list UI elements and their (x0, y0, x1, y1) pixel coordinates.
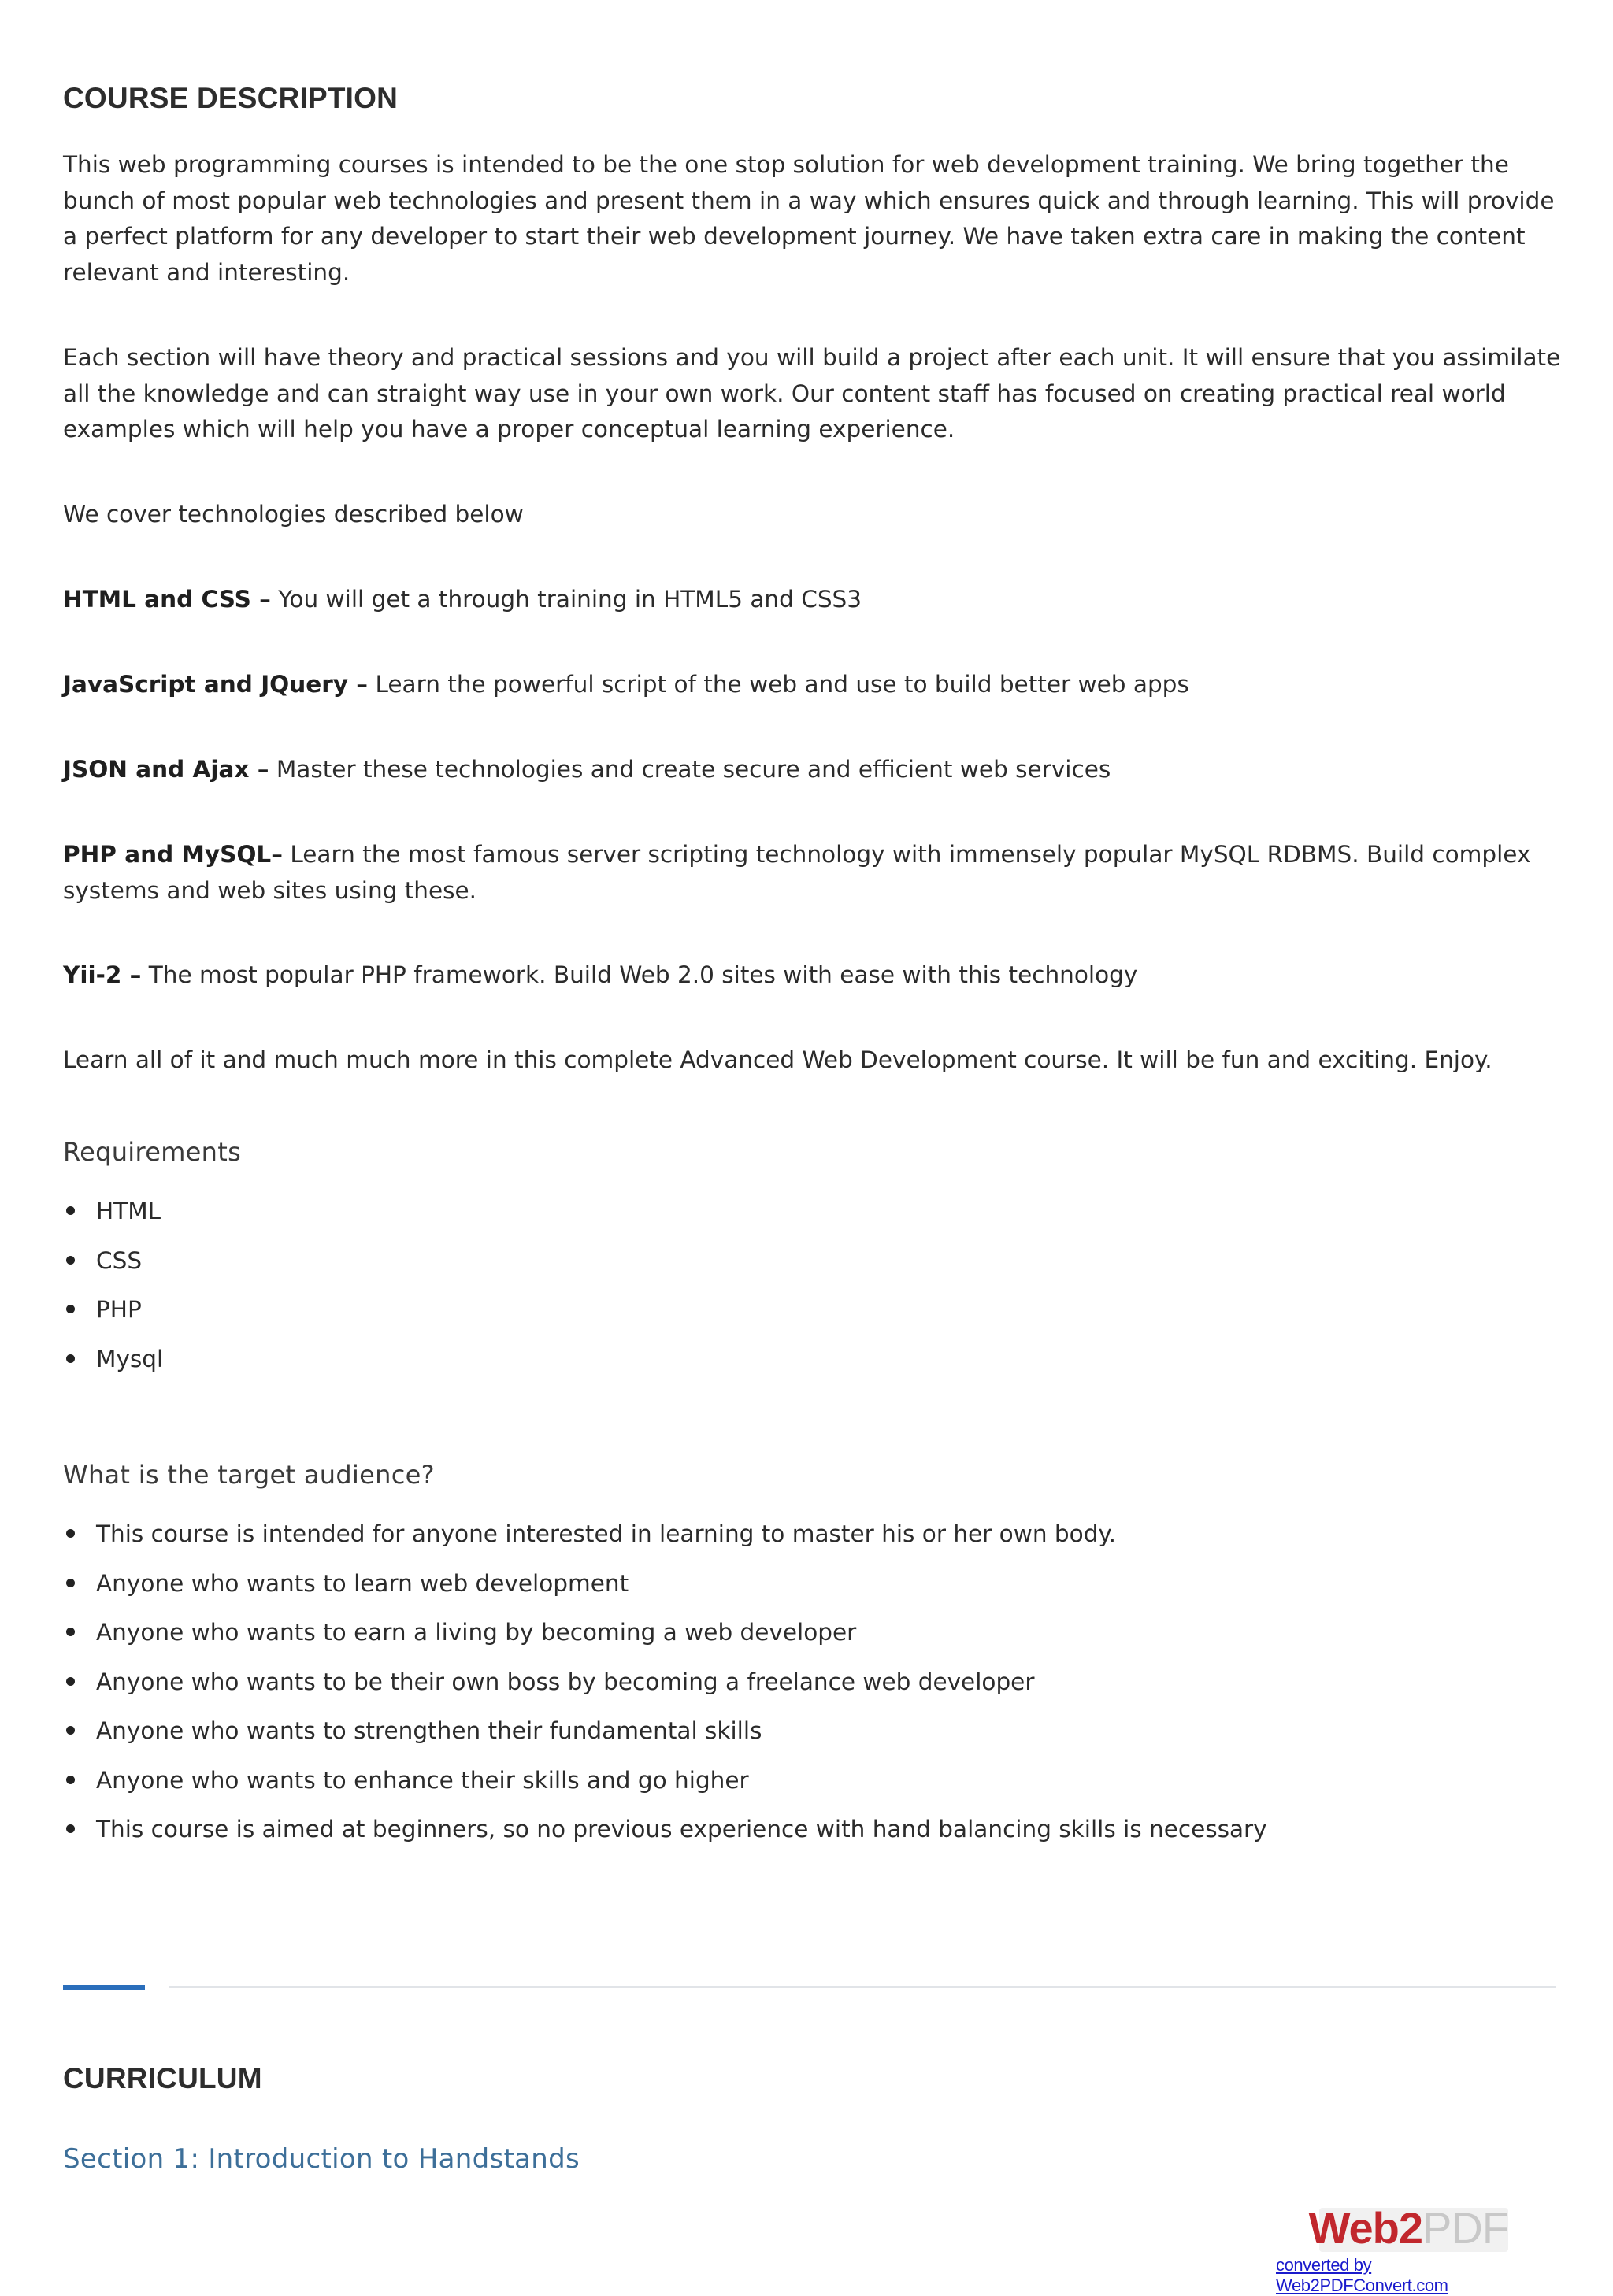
bullet-icon (66, 1628, 75, 1636)
section-1-link[interactable]: Section 1: Introduction to Handstands (63, 2143, 580, 2175)
bullet-icon (66, 1354, 75, 1363)
bullet-icon (66, 1824, 75, 1833)
list-item: HTML (63, 1195, 163, 1245)
tech-name: JSON and Ajax – (63, 756, 269, 783)
description-paragraph-1: This web programming courses is intended to be the one stop solution for web development training. We bring together the bunch of most popular web technologies and present them in a way which ensures quick and through learning. This will provide a perfect platform for any developer to start their web development journey. We have taken extra care in making the content relevant and interesting. (63, 151, 1555, 286)
requirements-heading: Requirements (63, 1137, 242, 1167)
tech-name: Yii-2 – (63, 961, 142, 988)
list-item: Anyone who wants to learn web development (63, 1568, 1267, 1617)
list-item: PHP (63, 1294, 163, 1343)
audience-heading: What is the target audience? (63, 1460, 435, 1490)
web2pdf-watermark (1276, 2203, 1544, 2295)
list-item: CSS (63, 1245, 163, 1294)
bullet-icon (66, 1206, 75, 1215)
section-divider-accent (63, 1985, 145, 1990)
list-item: Anyone who wants to strengthen their fundamental skills (63, 1715, 1267, 1765)
bullet-icon (66, 1677, 75, 1686)
bullet-icon (66, 1305, 75, 1313)
list-item: Anyone who wants to enhance their skills and go higher (63, 1765, 1267, 1814)
requirements-list (63, 1195, 163, 1392)
tech-text: Learn the most famous server scripting technology with immensely popular MySQL RDBMS. Build complex systems and web sites using these. (63, 841, 1531, 904)
list-item: Mysql (63, 1343, 163, 1393)
bullet-icon (66, 1776, 75, 1784)
bullet-icon (66, 1579, 75, 1587)
tech-text: You will get a through training in HTML5 and CSS3 (270, 586, 862, 613)
tech-text: Master these technologies and create secure and efficient web services (269, 756, 1111, 783)
section-divider-line (169, 1986, 1556, 1988)
list-item: This course is intended for anyone interested in learning to master his or her own body. (63, 1518, 1267, 1568)
description-paragraph-2: Each section will have theory and practical sessions and you will build a project after each unit. It will ensure that you assimilate all the knowledge and can straight way use in your own work. Our content staff has focused on creating practical real world examples which will help you have a proper conceptual learning experience. (63, 344, 1561, 443)
description-closing: Learn all of it and much much more in this complete Advanced Web Development course. It will be fun and exciting. Enjoy. (63, 1046, 1492, 1073)
description-paragraph-3: We cover technologies described below (63, 501, 524, 528)
tech-item-javascript-jquery (63, 667, 1563, 703)
watermark-link[interactable]: converted by Web2PDFConvert.com (1276, 2255, 1448, 2295)
tech-text: Learn the powerful script of the web and use to build better web apps (368, 671, 1189, 698)
tech-name: HTML and CSS – (63, 586, 271, 613)
tech-name: JavaScript and JQuery – (63, 671, 369, 698)
tech-text: The most popular PHP framework. Build Web 2.0 sites with ease with this technology (141, 961, 1138, 988)
tech-item-php-mysql (63, 837, 1563, 909)
course-description-heading: COURSE DESCRIPTION (63, 82, 399, 114)
bullet-icon (66, 1529, 75, 1538)
tech-item-yii2 (63, 957, 1563, 994)
list-item: Anyone who wants to earn a living by becoming a web developer (63, 1616, 1267, 1666)
web2pdf-logo: Web2PDF (1308, 2203, 1508, 2253)
tech-item-html-css (63, 582, 1563, 618)
tech-item-json-ajax (63, 752, 1563, 788)
bullet-icon (66, 1726, 75, 1735)
tech-name: PHP and MySQL– (63, 841, 283, 868)
bullet-icon (66, 1256, 75, 1265)
curriculum-heading: CURRICULUM (63, 2062, 262, 2094)
list-item: This course is aimed at beginners, so no previous experience with hand balancing skills is necessary (63, 1813, 1267, 1863)
audience-list (63, 1518, 1267, 1863)
list-item: Anyone who wants to be their own boss by becoming a freelance web developer (63, 1666, 1267, 1716)
